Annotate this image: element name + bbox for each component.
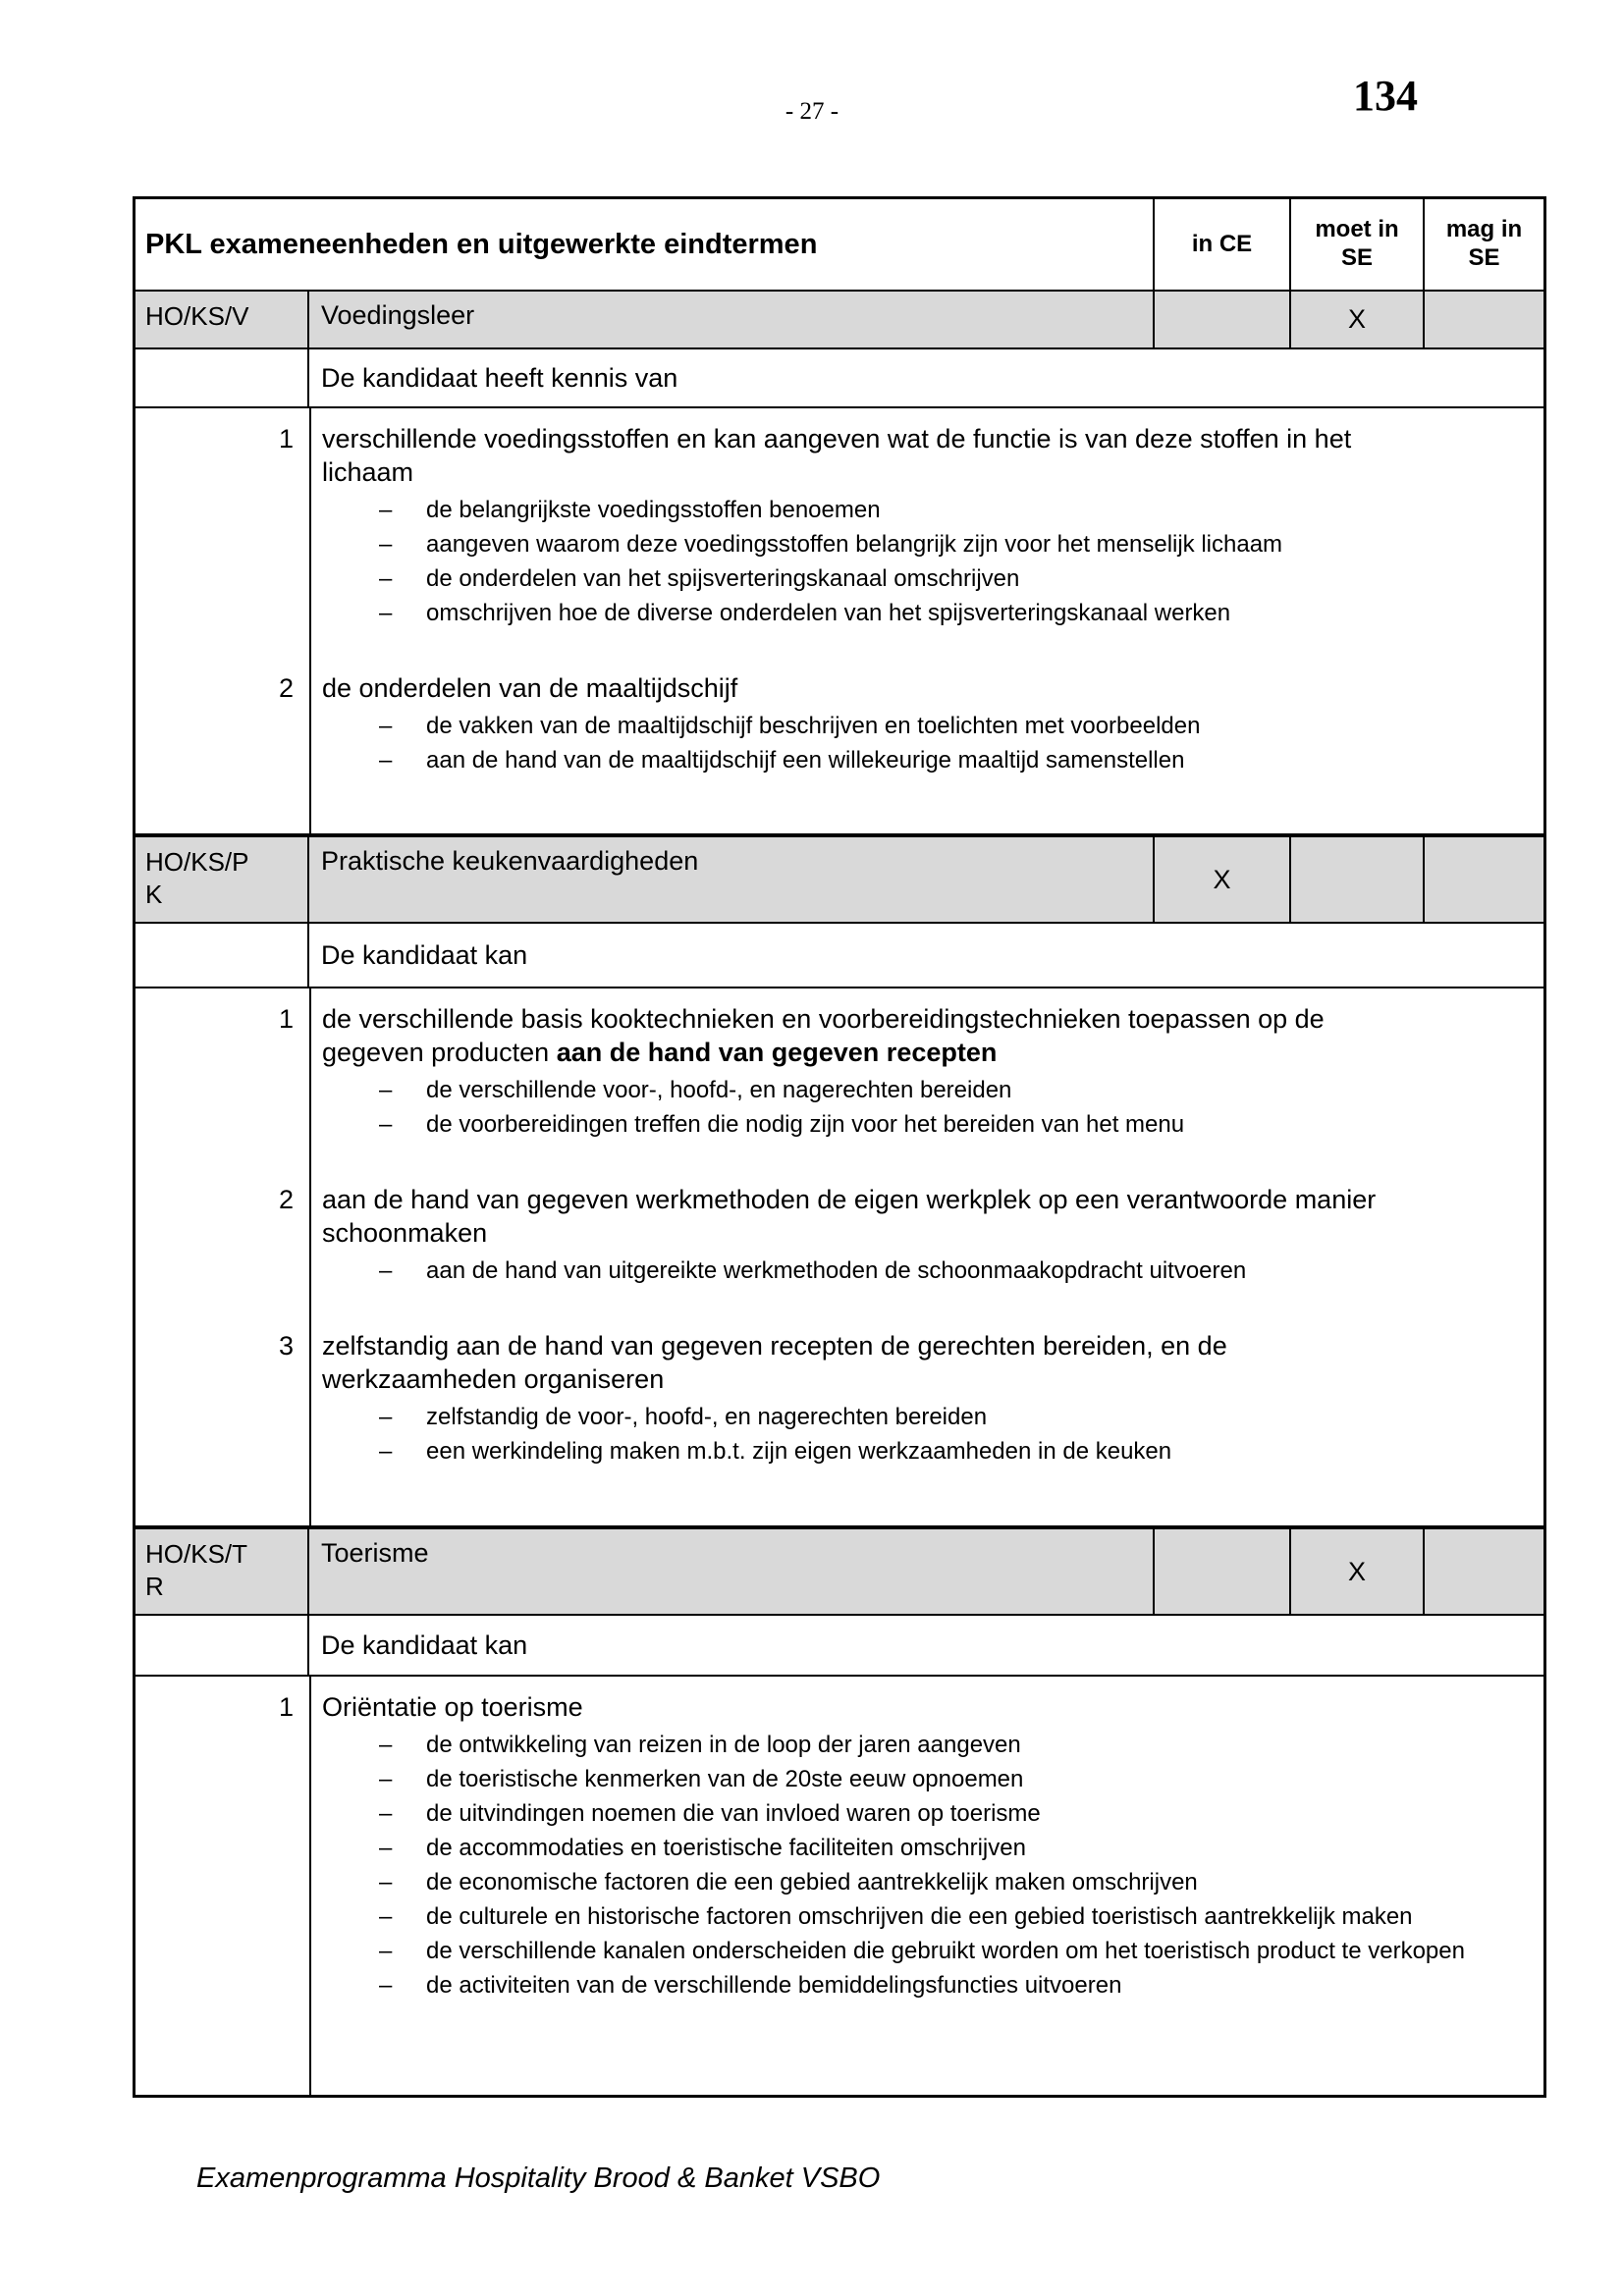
column-divider-line (309, 408, 311, 833)
bullet-text: aan de hand van uitgereikte werkmethoden de schoonmaakopdracht uitvoeren (426, 1257, 1247, 1284)
dash-bullet-marker: – (379, 1077, 393, 1103)
mark-in-ce (1155, 1529, 1291, 1614)
dash-bullet-marker: – (379, 1404, 393, 1430)
item-number: 1 (278, 424, 294, 454)
bullet-line (322, 1107, 1543, 1142)
dash-bullet-marker: – (379, 531, 393, 558)
bullet-text: de uitvindingen noemen die van invloed waren op toerisme (426, 1800, 1041, 1827)
bullet-line (322, 1796, 1543, 1831)
intro-spacer-cell (135, 1616, 309, 1675)
column-divider-line (309, 1677, 311, 2095)
bullet-line (322, 1728, 1543, 1762)
dash-bullet-marker: – (379, 1800, 393, 1827)
dash-bullet-marker: – (379, 600, 393, 626)
item-title (322, 1002, 1382, 1069)
section-code (135, 837, 309, 922)
column-header-mag-in-se (1425, 199, 1543, 290)
bullet-text: zelfstandig de voor-, hoofd-, en nagerechten bereiden (426, 1404, 988, 1430)
section-intro-row (135, 349, 1543, 408)
dash-bullet-marker: – (379, 497, 393, 523)
section-items (135, 1677, 1543, 2095)
column-header-mag-in-se-label: mag in SE (1445, 216, 1523, 271)
item-number: 2 (278, 1185, 294, 1214)
bullet-text: de ontwikkeling van reizen in de loop der jaren aangeven (426, 1732, 1021, 1758)
section-intro: De kandidaat heeft kennis van (321, 362, 678, 393)
page-number-right: 134 (1353, 72, 1418, 120)
bullet-text: de voorbereidingen treffen die nodig zijn voor het bereiden van het menu (426, 1111, 1185, 1138)
item-title (322, 422, 1382, 489)
item-number: 3 (278, 1331, 294, 1361)
bullet-text: de toeristische kenmerken van de 20ste eeuw opnoemen (426, 1766, 1024, 1792)
mark-moet-in-se: X (1291, 292, 1425, 347)
dash-bullet-marker: – (379, 565, 393, 592)
item-number: 2 (278, 673, 294, 703)
dash-bullet-marker: – (379, 713, 393, 739)
section-intro-row (135, 1616, 1543, 1677)
dash-bullet-marker: – (379, 1111, 393, 1138)
item-number: 1 (278, 1692, 294, 1722)
item-number: 1 (278, 1004, 294, 1034)
section-code-line2: R (145, 1572, 164, 1601)
dash-bullet-marker: – (379, 1903, 393, 1930)
intro-spacer-cell (135, 349, 309, 406)
item-title-text: verschillende voedingsstoffen en kan aangeven wat de functie is van deze stoffen in het lichaam (322, 424, 1352, 487)
section-code-line1: HO/KS/V (145, 301, 249, 331)
dash-bullet-marker: – (379, 1869, 393, 1896)
section-intro-row (135, 924, 1543, 988)
section-code-line1: HO/KS/P (145, 847, 249, 877)
table-title: PKL exameneenheden en uitgewerkte eindtermen (135, 199, 1155, 290)
dash-bullet-marker: – (379, 1938, 393, 1964)
eindterm-item (135, 1002, 1543, 1142)
eindterm-item (135, 1329, 1543, 1468)
section-row-praktische-keukenvaardigheden (135, 833, 1543, 924)
mark-moet-in-se: X (1291, 1529, 1425, 1614)
bullet-line (322, 596, 1543, 630)
bullet-text: de verschillende voor-, hoofd-, en nagerechten bereiden (426, 1077, 1012, 1103)
dash-bullet-marker: – (379, 1732, 393, 1758)
eindterm-item (135, 671, 1543, 777)
column-header-moet-in-se-label: moet in SE (1315, 216, 1399, 271)
item-title-text: de onderdelen van de maaltijdschijf (322, 673, 738, 703)
bullet-line (322, 743, 1543, 777)
table-header-row (135, 199, 1543, 292)
dash-bullet-marker: – (379, 747, 393, 774)
bullet-line (322, 1865, 1543, 1899)
section-items (135, 988, 1543, 1525)
exam-table (133, 196, 1546, 2098)
section-code-line2: K (145, 880, 163, 909)
bullet-line (322, 1400, 1543, 1434)
mark-in-ce (1155, 292, 1291, 347)
bullet-text: de verschillende kanalen onderscheiden die gebruikt worden om het toeristisch product te verkopen (426, 1938, 1465, 1964)
eindterm-item (135, 1690, 1543, 2002)
bullet-text: een werkindeling maken m.b.t. zijn eigen werkzaamheden in de keuken (426, 1438, 1172, 1465)
section-code (135, 1529, 309, 1614)
column-header-moet-in-se (1291, 199, 1425, 290)
bullet-line (322, 1434, 1543, 1468)
section-title: Voedingsleer (309, 292, 1155, 347)
section-row-toerisme (135, 1525, 1543, 1616)
bullet-line (322, 1073, 1543, 1107)
mark-mag-in-se (1425, 837, 1543, 922)
bullet-line (322, 1762, 1543, 1796)
dash-bullet-marker: – (379, 1835, 393, 1861)
bullet-text: de economische factoren die een gebied aantrekkelijk maken omschrijven (426, 1869, 1198, 1896)
section-title: Praktische keukenvaardigheden (309, 837, 1155, 922)
document-footer: Examenprogramma Hospitality Brood & Banket VSBO (196, 2163, 881, 2194)
bullet-line (322, 1968, 1543, 2002)
bullet-line (322, 493, 1543, 527)
intro-spacer-cell (135, 924, 309, 987)
bullet-line (322, 527, 1543, 561)
section-intro: De kandidaat kan (321, 939, 528, 970)
bullet-text: de belangrijkste voedingsstoffen benoemen (426, 497, 881, 523)
mark-mag-in-se (1425, 1529, 1543, 1614)
section-intro: De kandidaat kan (321, 1629, 528, 1660)
bullet-text: de onderdelen van het spijsverteringskanaal omschrijven (426, 565, 1020, 592)
bullet-line (322, 1934, 1543, 1968)
bullet-text: de accommodaties en toeristische faciliteiten omschrijven (426, 1835, 1026, 1861)
mark-moet-in-se (1291, 837, 1425, 922)
bullet-text: de culturele en historische factoren omschrijven die een gebied toeristisch aantrekkelijk maken (426, 1903, 1413, 1930)
item-title-bold-text: aan de hand van gegeven recepten (556, 1038, 998, 1067)
item-title-text: aan de hand van gegeven werkmethoden de eigen werkplek op een verantwoorde manier schoonmaken (322, 1185, 1377, 1248)
bullet-line (322, 1899, 1543, 1934)
section-code (135, 292, 309, 347)
bullet-line (322, 1254, 1543, 1288)
bullet-text: aan de hand van de maaltijdschijf een willekeurige maaltijd samenstellen (426, 747, 1185, 774)
mark-in-ce: X (1155, 837, 1291, 922)
dash-bullet-marker: – (379, 1972, 393, 1999)
column-header-in-ce-label: in CE (1191, 230, 1253, 257)
item-title (322, 1690, 1382, 1724)
section-items (135, 408, 1543, 833)
bullet-text: aangeven waarom deze voedingsstoffen belangrijk zijn voor het menselijk lichaam (426, 531, 1283, 558)
bullet-line (322, 709, 1543, 743)
item-title-text: de verschillende basis kooktechnieken en voorbereidingstechnieken toepassen op de gegeven producten (322, 1004, 1325, 1067)
item-title (322, 671, 1382, 705)
section-title: Toerisme (309, 1529, 1155, 1614)
column-divider-line (309, 988, 311, 1525)
item-title (322, 1183, 1382, 1250)
item-title-text: zelfstandig aan de hand van gegeven recepten de gerechten bereiden, en de werkzaamheden organiseren (322, 1331, 1227, 1394)
bullet-line (322, 561, 1543, 596)
column-header-in-ce (1155, 199, 1291, 290)
page-number-center: - 27 - (785, 98, 839, 125)
item-title (322, 1329, 1382, 1396)
bullet-text: omschrijven hoe de diverse onderdelen van het spijsverteringskanaal werken (426, 600, 1231, 626)
dash-bullet-marker: – (379, 1766, 393, 1792)
eindterm-item (135, 1183, 1543, 1288)
section-row-voedingsleer (135, 292, 1543, 349)
section-code-line1: HO/KS/T (145, 1539, 248, 1569)
dash-bullet-marker: – (379, 1438, 393, 1465)
dash-bullet-marker: – (379, 1257, 393, 1284)
eindterm-item (135, 422, 1543, 630)
mark-mag-in-se (1425, 292, 1543, 347)
bullet-text: de activiteiten van de verschillende bemiddelingsfuncties uitvoeren (426, 1972, 1122, 1999)
item-title-text: Oriëntatie op toerisme (322, 1692, 583, 1722)
bullet-line (322, 1831, 1543, 1865)
bullet-text: de vakken van de maaltijdschijf beschrijven en toelichten met voorbeelden (426, 713, 1201, 739)
